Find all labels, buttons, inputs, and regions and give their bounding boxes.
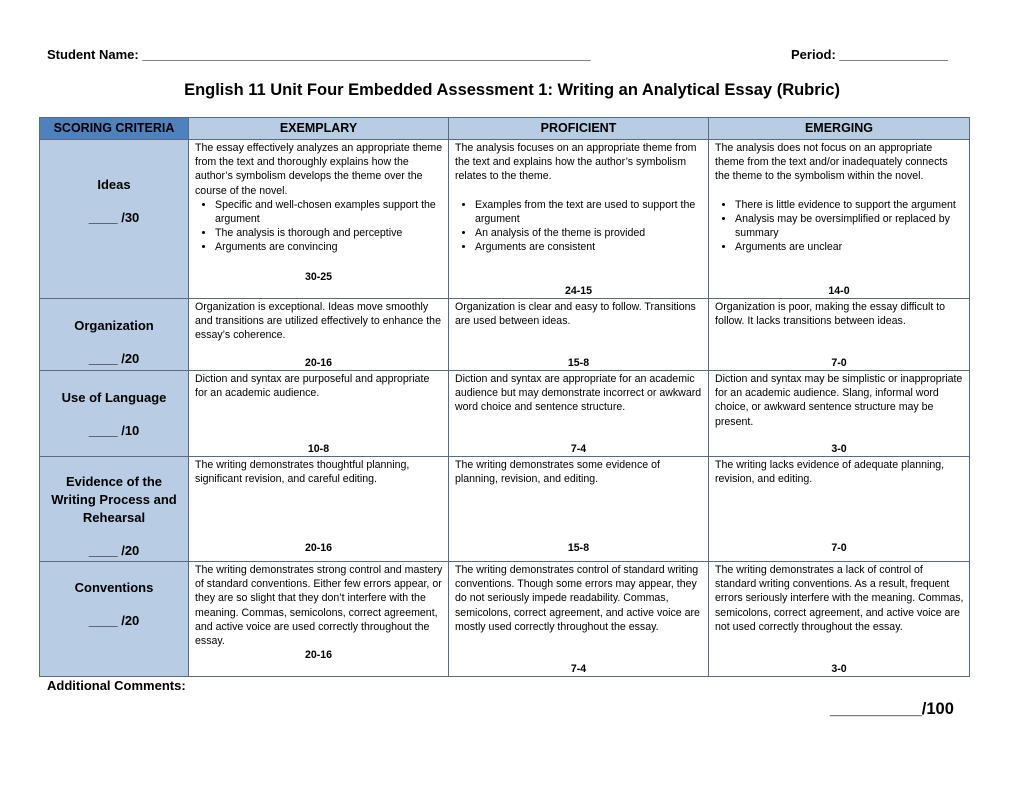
points-range: 10-8 (307, 443, 330, 455)
cell-text: Diction and syntax may be simplistic or inappropriate for an academic audience. Slang, informal word choice, or awkward sentence structure may be present. (715, 373, 963, 428)
proficient-cell (449, 562, 709, 677)
exemplary-cell (189, 562, 449, 677)
list-item: • Arguments are consistent (475, 240, 703, 254)
table-row (40, 140, 970, 299)
cell-text: The essay effectively analyzes an appropriate theme from the text and thoroughly explains how the author’s symbolism develops the theme over the course of the novel. (195, 142, 443, 197)
emerging-cell (709, 140, 970, 299)
cell-text: Organization is exceptional. Ideas move smoothly and transitions are utilized effectively to enhance the essay’s coherence. (195, 301, 441, 342)
points-range: 15-8 (567, 542, 590, 554)
points-range: 20-16 (304, 357, 333, 369)
criterion-cell (40, 457, 189, 562)
score-blank[interactable]: ____ /10 (88, 423, 140, 438)
criterion-name: Conventions (74, 580, 154, 595)
exemplary-cell (189, 371, 449, 457)
points-range: 24-15 (564, 285, 593, 297)
list-item: • The analysis is thorough and perceptive (215, 226, 443, 240)
criterion-cell (40, 562, 189, 677)
points-range: 7-4 (570, 663, 587, 675)
score-blank[interactable]: ____ /20 (88, 351, 140, 366)
points-range: 3-0 (831, 443, 847, 455)
bullet-list (195, 198, 443, 255)
criterion-name: Ideas (97, 177, 131, 192)
list-item: • Arguments are unclear (735, 240, 964, 254)
score-blank[interactable]: ____ /30 (88, 210, 140, 225)
criterion-cell (40, 299, 189, 371)
score-blank[interactable]: ____ /20 (88, 613, 140, 628)
points-range: 7-4 (570, 443, 587, 455)
proficient-cell (449, 371, 709, 457)
criterion-name: Organization (74, 318, 154, 333)
header-emerging: EMERGING (709, 118, 970, 140)
emerging-cell (709, 371, 970, 457)
emerging-cell (709, 299, 970, 371)
points-range: 7-0 (831, 542, 847, 554)
table-row (40, 299, 970, 371)
list-item: • Examples from the text are used to support the argument (475, 198, 703, 226)
cell-text: Diction and syntax are appropriate for an academic audience but may demonstrate incorrect or awkward word choice and sentence structure. (455, 373, 702, 414)
header-scoring-criteria: SCORING CRITERIA (40, 118, 189, 140)
points-range: 7-0 (831, 357, 847, 369)
list-item: • There is little evidence to support the argument (735, 198, 964, 212)
additional-comments-label: Additional Comments: (47, 678, 186, 693)
list-item: • Specific and well-chosen examples support the argument (215, 198, 443, 226)
points-range: 20-16 (304, 542, 333, 554)
emerging-cell (709, 562, 970, 677)
cell-text: Organization is poor, making the essay difficult to follow. It lacks transitions between ideas. (715, 301, 946, 328)
total-score-field[interactable]: __________/100 (830, 700, 954, 718)
cell-text: The writing demonstrates strong control and mastery of standard conventions. Either few errors appear, or they are so slight that they don’t interfere with the meaning. Commas, semicolons, correct agreement, and active voice are used correctly throughout the essay. (195, 564, 443, 648)
cell-text: Diction and syntax are purposeful and appropriate for an academic audience. (195, 373, 430, 400)
rubric-header-row (40, 118, 970, 140)
emerging-cell (709, 457, 970, 562)
points-range: 3-0 (831, 663, 847, 675)
header-exemplary: EXEMPLARY (189, 118, 449, 140)
proficient-cell (449, 299, 709, 371)
list-item: • Analysis may be oversimplified or replaced by summary (735, 212, 964, 240)
score-blank[interactable]: ____ /20 (88, 543, 140, 558)
table-row (40, 457, 970, 562)
cell-text: The writing demonstrates some evidence of planning, revision, and editing. (455, 459, 660, 486)
cell-text: Organization is clear and easy to follow. Transitions are used between ideas. (455, 301, 696, 328)
criterion-name: Evidence of the Writing Process and Rehearsal (51, 474, 177, 525)
proficient-cell (449, 140, 709, 299)
points-range: 30-25 (304, 271, 333, 283)
table-row (40, 562, 970, 677)
list-item: • An analysis of the theme is provided (475, 226, 703, 240)
cell-text: The writing lacks evidence of adequate planning, revision, and editing. (715, 459, 945, 486)
student-name-field[interactable]: Student Name: ______________________________________________________________ (47, 47, 591, 62)
period-field[interactable]: Period: _______________ (791, 47, 948, 62)
header-proficient: PROFICIENT (449, 118, 709, 140)
criterion-cell (40, 140, 189, 299)
rubric-table (39, 117, 970, 677)
points-range: 14-0 (828, 285, 850, 297)
cell-text: The analysis does not focus on an appropriate theme from the text and/or inadequately connects the theme to the symbolism within the novel. (715, 142, 948, 183)
exemplary-cell (189, 140, 449, 299)
bullet-list (455, 198, 703, 255)
table-row (40, 371, 970, 457)
cell-text: The writing demonstrates a lack of control of standard writing conventions. As a result, frequent errors seriously interfere with the meaning. Commas, semicolons, correct agreement, and active voice are not used correctly throughout the essay. (715, 564, 964, 633)
cell-text: The analysis focuses on an appropriate theme from the text and explains how the author’s symbolism relates to the theme. (455, 142, 697, 183)
page-title: English 11 Unit Four Embedded Assessment 1: Writing an Analytical Essay (Rubric) (184, 81, 840, 99)
criterion-name: Use of Language (61, 390, 167, 405)
exemplary-cell (189, 299, 449, 371)
cell-text: The writing demonstrates control of standard writing conventions. Though some errors may appear, they do not seriously impede readability. Commas, semicolons, correct agreement, and active voice are mostly used correctly throughout the essay. (455, 564, 700, 633)
points-range: 15-8 (567, 357, 590, 369)
proficient-cell (449, 457, 709, 562)
bullet-list (715, 198, 964, 255)
points-range: 20-16 (304, 649, 333, 661)
cell-text: The writing demonstrates thoughtful planning, significant revision, and careful editing. (195, 459, 410, 486)
criterion-cell (40, 371, 189, 457)
list-item: • Arguments are convincing (215, 240, 443, 254)
exemplary-cell (189, 457, 449, 562)
